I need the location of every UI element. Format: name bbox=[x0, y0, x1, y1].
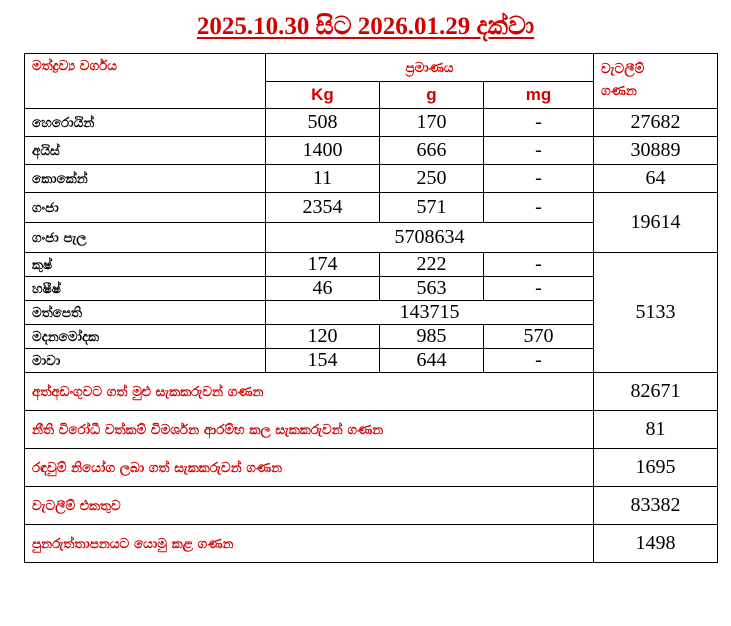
drug-name: අයිස් bbox=[25, 137, 266, 165]
header-unit-mg: mg bbox=[484, 82, 594, 109]
qty-merged: 143715 bbox=[266, 301, 594, 325]
qty-mg: - bbox=[484, 137, 594, 165]
qty-kg: 46 bbox=[266, 277, 380, 301]
qty-g: 250 bbox=[380, 165, 484, 193]
drug-name: හෂීෂ් bbox=[25, 277, 266, 301]
drug-name: ගංජා bbox=[25, 193, 266, 223]
qty-mg: 570 bbox=[484, 325, 594, 349]
drug-statistics-table bbox=[24, 53, 718, 563]
qty-kg: 508 bbox=[266, 109, 380, 137]
summary-row bbox=[25, 373, 718, 411]
summary-label: වැටලීම් එකතුව bbox=[25, 487, 594, 525]
raid-count-ganja-group: 19614 bbox=[594, 193, 718, 253]
summary-label: රඳවුම් නියෝග ලබා ගත් සැකකරුවන් ගණන bbox=[25, 449, 594, 487]
summary-row bbox=[25, 449, 718, 487]
qty-kg: 1400 bbox=[266, 137, 380, 165]
summary-value: 81 bbox=[594, 411, 718, 449]
raid-count: 27682 bbox=[594, 109, 718, 137]
qty-g: 563 bbox=[380, 277, 484, 301]
drug-name: මත්පෙති bbox=[25, 301, 266, 325]
summary-value: 82671 bbox=[594, 373, 718, 411]
raid-count: 30889 bbox=[594, 137, 718, 165]
header-drug-type: මත්ද්‍රව්‍ය වර්ගය bbox=[25, 54, 266, 109]
drug-name: කුෂ් bbox=[25, 253, 266, 277]
table-row bbox=[25, 109, 718, 137]
summary-row bbox=[25, 411, 718, 449]
summary-value: 1498 bbox=[594, 525, 718, 563]
qty-kg: 120 bbox=[266, 325, 380, 349]
header-raids-line2: ගණන bbox=[601, 83, 637, 99]
table-row bbox=[25, 165, 718, 193]
qty-g: 571 bbox=[380, 193, 484, 223]
qty-merged: 5708634 bbox=[266, 223, 594, 253]
qty-mg: - bbox=[484, 193, 594, 223]
summary-value: 83382 bbox=[594, 487, 718, 525]
table-row bbox=[25, 137, 718, 165]
raid-count: 64 bbox=[594, 165, 718, 193]
summary-label: අත්අඩංගුවට ගත් මුළු සැකකරුවන් ගණන bbox=[25, 373, 594, 411]
summary-row bbox=[25, 487, 718, 525]
qty-kg: 174 bbox=[266, 253, 380, 277]
table-row bbox=[25, 253, 718, 277]
header-raids-line1: වැටලීම් bbox=[601, 61, 645, 77]
drug-name: මදනමෝදක bbox=[25, 325, 266, 349]
table-row bbox=[25, 193, 718, 223]
qty-kg: 11 bbox=[266, 165, 380, 193]
qty-mg: - bbox=[484, 109, 594, 137]
raid-count-other-group: 5133 bbox=[594, 253, 718, 373]
summary-row bbox=[25, 525, 718, 563]
drug-name: කොකේන් bbox=[25, 165, 266, 193]
header-raids bbox=[594, 54, 718, 109]
header-row-1 bbox=[25, 54, 718, 82]
qty-g: 666 bbox=[380, 137, 484, 165]
header-quantity: ප්‍රමාණය bbox=[266, 54, 594, 82]
header-unit-kg: Kg bbox=[266, 82, 380, 109]
summary-label: නීති විරෝධී වත්කම් විමර්ශන ආරම්භ කල සැකකරුවන් ගණන bbox=[25, 411, 594, 449]
qty-mg: - bbox=[484, 165, 594, 193]
report-title: 2025.10.30 සිට 2026.01.29 දක්වා bbox=[196, 13, 535, 40]
drug-name: ගංජා පැල bbox=[25, 223, 266, 253]
drug-name: මාවා bbox=[25, 349, 266, 373]
qty-kg: 154 bbox=[266, 349, 380, 373]
qty-kg: 2354 bbox=[266, 193, 380, 223]
qty-g: 222 bbox=[380, 253, 484, 277]
header-unit-g: g bbox=[380, 82, 484, 109]
qty-g: 170 bbox=[380, 109, 484, 137]
qty-mg: - bbox=[484, 253, 594, 277]
qty-g: 985 bbox=[380, 325, 484, 349]
summary-value: 1695 bbox=[594, 449, 718, 487]
qty-mg: - bbox=[484, 277, 594, 301]
drug-name: හෙරොයින් bbox=[25, 109, 266, 137]
qty-g: 644 bbox=[380, 349, 484, 373]
summary-label: පුනරුත්තාපනයට යොමු කළ ගණන bbox=[25, 525, 594, 563]
qty-mg: - bbox=[484, 349, 594, 373]
